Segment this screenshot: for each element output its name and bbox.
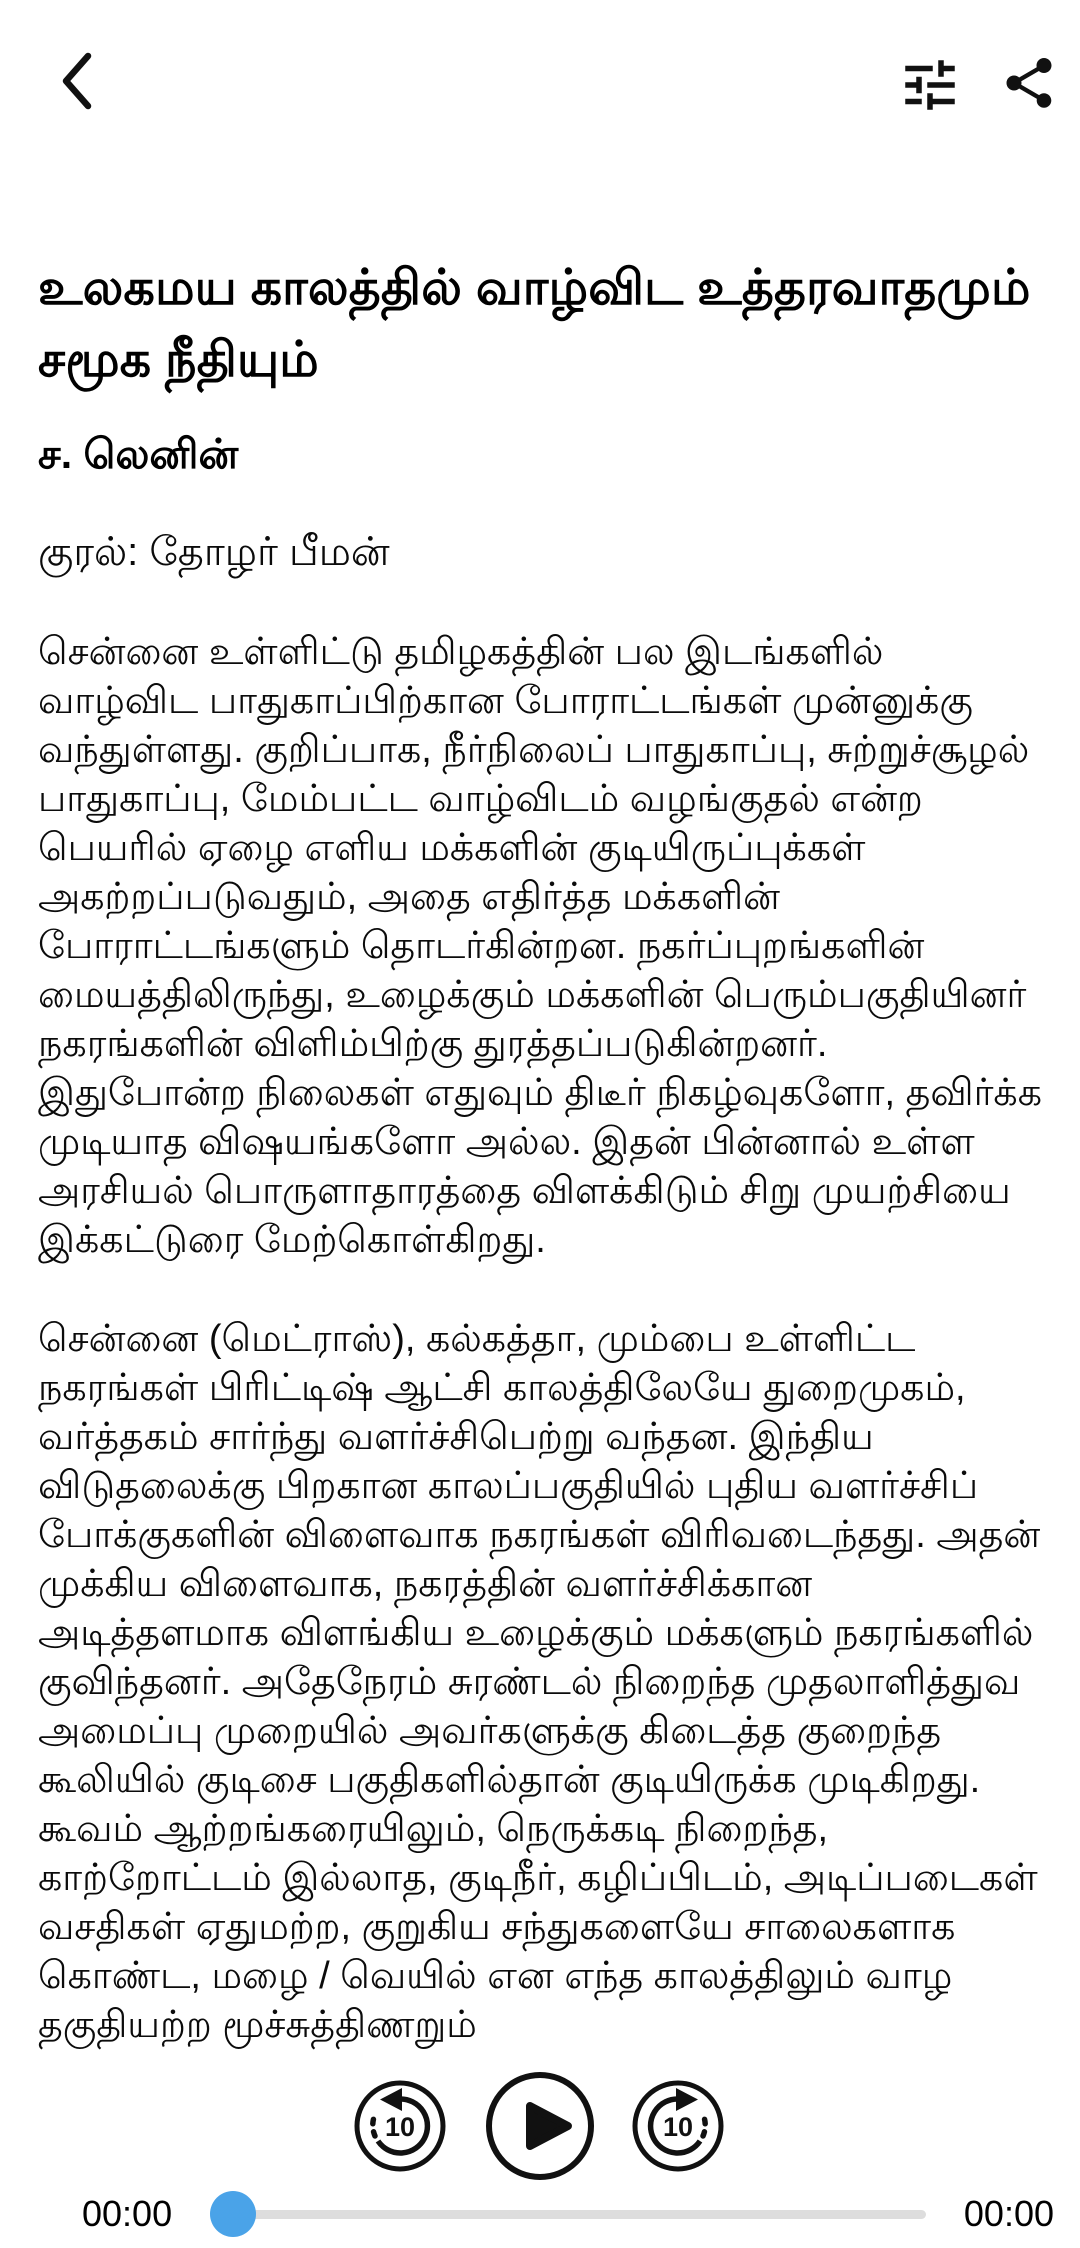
- article-paragraph-1: சென்னை உள்ளிட்டு தமிழகத்தின் பல இடங்களில் வாழ்விட பாதுகாப்பிற்கான போராட்டங்கள் முன்னுக்கு வந்துள்ளது. குறிப்பாக, நீர்நிலைப் பாதுகாப்பு, சுற்றுச்சூழல் பாதுகாப்பு, மேம்பட்ட வாழ்விடம் வழங்குதல் என்ற பெயரில் ஏழை எளிய மக்களின் குடியிருப்புக்கள் அகற்றப்படுவதும், அதை எதிர்த்த மக்களின் போராட்டங்களும் தொடர்கின்றன. நகர்ப்புறங்களின் மையத்திலிருந்து, உழைக்கும் மக்களின் பெரும்பகுதியினர் நகரங்களின் விளிம்பிற்கு துரத்தப்படுகின்றனர். இதுபோன்ற நிலைகள் எதுவும் திடீர் நிகழ்வுகளோ, தவிர்க்க முடியாத விஷயங்களோ அல்ல. இதன் பின்னால் உள்ள அரசியல் பொருளாதாரத்தை விளக்கிடும் சிறு முயற்சியை இக்கட்டுரை மேற்கொள்கிறது.: [38, 631, 1043, 1261]
- play-icon: [485, 2169, 595, 2184]
- slider-thumb[interactable]: [210, 2191, 256, 2237]
- forward-10-button[interactable]: [631, 2079, 725, 2173]
- play-button[interactable]: [485, 2071, 595, 2181]
- voice-credit: குரல்: தோழர் பீமன்: [38, 530, 390, 574]
- chevron-left-icon: [59, 52, 93, 113]
- article-title: உலகமய காலத்தில் வாழ்விட உத்தரவாதமும் சமூக நீதியும்: [38, 261, 1031, 387]
- back-button[interactable]: [40, 44, 112, 120]
- forward-10-icon: [631, 2112, 725, 2176]
- share-icon: [999, 53, 1059, 116]
- forward-10-label: 10: [662, 2112, 694, 2142]
- rewind-10-button[interactable]: [353, 2079, 447, 2173]
- share-button[interactable]: [992, 46, 1066, 122]
- tune-icon: [897, 52, 963, 121]
- progress-slider[interactable]: [210, 2190, 926, 2238]
- slider-track: [210, 2210, 926, 2219]
- player-bar: [0, 2058, 1080, 2248]
- article-author: ச. லெனின்: [38, 431, 239, 477]
- total-time-label: 00:00: [963, 2193, 1054, 2234]
- current-time-label: 00:00: [82, 2193, 173, 2234]
- article-paragraph-2: சென்னை (மெட்ராஸ்), கல்கத்தா, மும்பை உள்ளிட்ட நகரங்கள் பிரிட்டிஷ் ஆட்சி காலத்திலேயே துறைமுகம், வர்த்தகம் சார்ந்து வளர்ச்சிபெற்று வந்தன. இந்திய விடுதலைக்கு பிறகான காலப்பகுதியில் புதிய வளர்ச்சிப் போக்குகளின் விளைவாக நகரங்கள் விரிவடைந்தது. அதன் முக்கிய விளைவாக, நகரத்தின் வளர்ச்சிக்கான அடித்தளமாக விளங்கிய உழைக்கும் மக்களும் நகரங்களில் குவிந்தனர். அதேநேரம் சுரண்டல் நிறைந்த முதலாளித்துவ அமைப்பு முறையில் அவர்களுக்கு கிடைத்த குறைந்த கூலியில் குடிசை பகுதிகளில்தான் குடியிருக்க முடிகிறது. கூவம் ஆற்றங்கரையிலும், நெருக்கடி நிறைந்த, காற்றோட்டம் இல்லாத, குடிநீர், கழிப்பிடம், அடிப்படைகள் வசதிகள் ஏதுமற்ற, குறுகிய சந்துகளையே சாலைகளாக கொண்ட, மழை / வெயில் என எந்த காலத்திலும் வாழ தகுதியற்ற மூச்சுத்திணறும்: [38, 1318, 1041, 2046]
- progress-row: [0, 2190, 1080, 2238]
- top-bar: [0, 0, 1080, 170]
- rewind-10-icon: [353, 2112, 447, 2176]
- tune-button[interactable]: [892, 48, 968, 124]
- rewind-10-label: 10: [384, 2112, 416, 2142]
